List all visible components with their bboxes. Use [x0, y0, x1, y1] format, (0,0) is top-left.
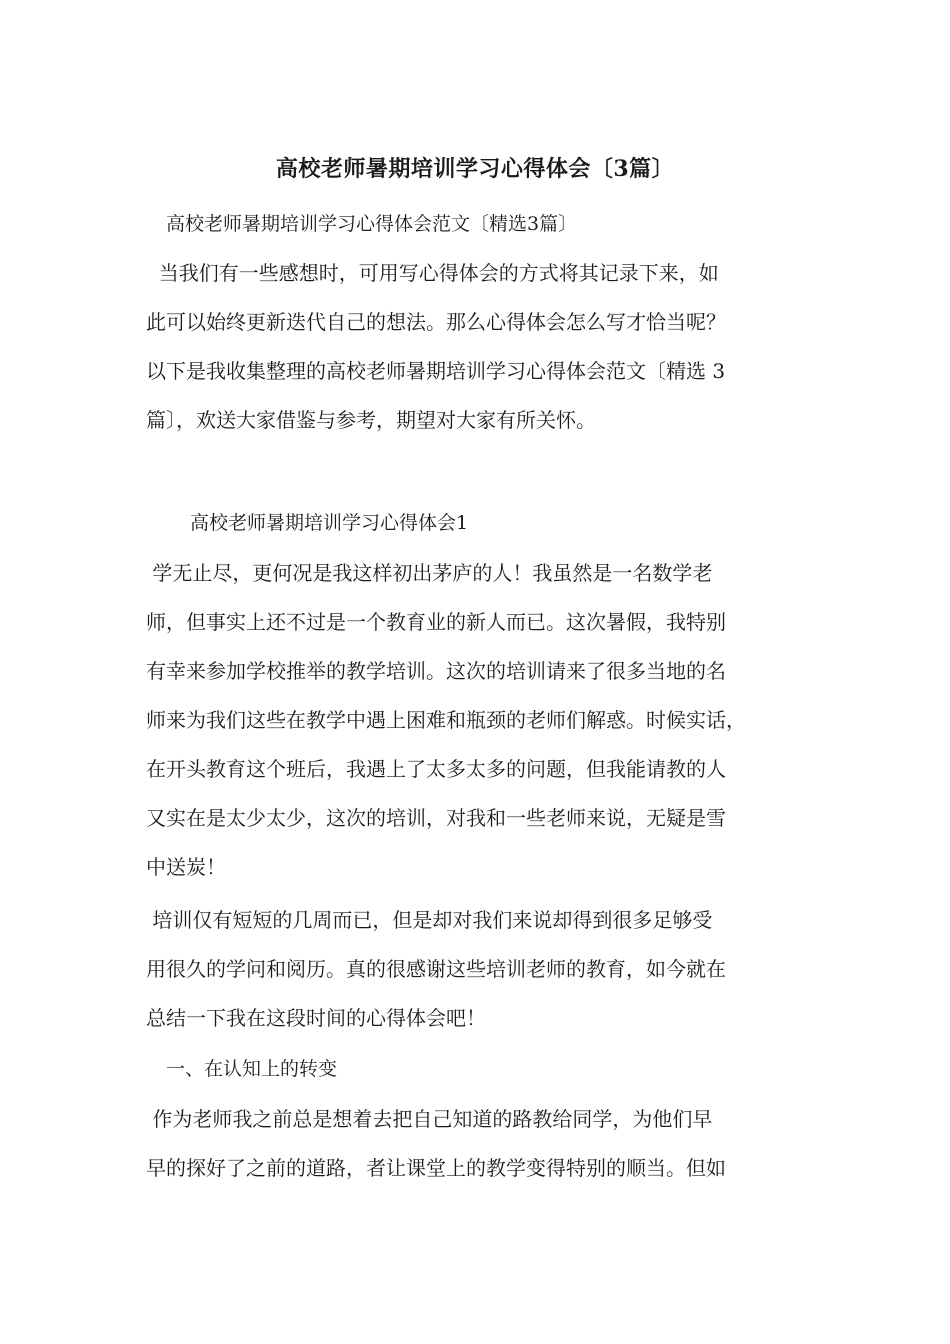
item-heading: 一、在认知上的转变: [166, 1058, 338, 1080]
section-heading: 高校老师暑期培训学习心得体会1: [190, 512, 469, 534]
paragraph-line: 培训仅有短短的几周而已，但是却对我们来说却得到很多足够受: [146, 908, 713, 932]
paragraph-line: 中送炭！: [146, 855, 226, 879]
paragraph-line: 作为老师我之前总是想着去把自己知道的路教给同学，为他们早: [146, 1107, 713, 1131]
intro-paragraph: [146, 249, 811, 445]
body-paragraph: [146, 1095, 811, 1193]
body-paragraph: [146, 549, 811, 892]
intro-line: 以下是我收集整理的高校老师暑期培训学习心得体会范文〔精选 3: [146, 359, 726, 383]
intro-line: 此可以始终更新迭代自己的想法。那么心得体会怎么写才恰当呢？: [146, 310, 726, 334]
paragraph-line: 早的探好了之前的道路，者让课堂上的教学变得特别的顺当。但如: [146, 1156, 726, 1180]
paragraph-line: 又实在是太少太少，这次的培训，对我和一些老师来说，无疑是雪: [146, 806, 726, 830]
paragraph-line: 总结一下我在这段时间的心得体会吧！: [146, 1006, 486, 1030]
paragraph-line: 师，但事实上还不过是一个教育业的新人而已。这次暑假，我特别: [146, 610, 726, 634]
paragraph-line: 有幸来参加学校推举的教学培训。这次的培训请来了很多当地的名: [146, 659, 726, 683]
document-subtitle: 高校老师暑期培训学习心得体会范文〔精选3篇〕: [166, 213, 578, 235]
paragraph-line: 用很久的学问和阅历。真的很感谢这些培训老师的教育，如今就在: [146, 957, 726, 981]
intro-line: 篇〕，欢送大家借鉴与参考，期望对大家有所关怀。: [146, 408, 596, 432]
body-paragraph: [146, 896, 811, 1043]
intro-line: 当我们有一些感想时，可用写心得体会的方式将其记录下来，如: [146, 261, 719, 285]
paragraph-line: 师来为我们这些在教学中遇上困难和瓶颈的老师们解惑。时候实话，: [146, 708, 746, 732]
paragraph-line: 学无止尽，更何况是我这样初出茅庐的人！我虽然是一名数学老: [146, 561, 713, 585]
document-title: 高校老师暑期培训学习心得体会〔3篇〕: [275, 156, 675, 182]
paragraph-line: 在开头教育这个班后，我遇上了太多太多的问题，但我能请教的人: [146, 757, 726, 781]
